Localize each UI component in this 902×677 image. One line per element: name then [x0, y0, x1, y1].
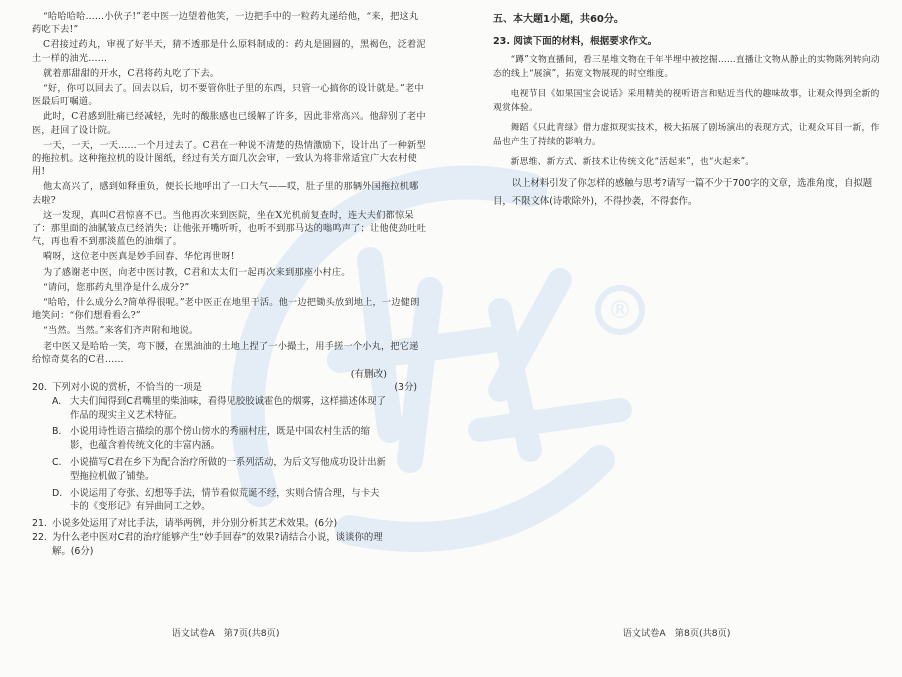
question-points: (3分) [394, 382, 417, 394]
question-number: 20. [32, 382, 47, 394]
story-paragraph: 这一发现，真叫C君惊喜不已。当他再次来到医院，坐在X光机前复查时，连大夫们都惊呆了：那里面的油腻皱点已经消失；让他张开嘴听听，也听不到那马达的嗡鸣声了；让他使劲吐吐气，再也看不到那淡蓝色的油烟了。 [32, 209, 427, 248]
option-letter: D. [52, 487, 63, 499]
essay-prompt: 以上材料引发了你怎样的感触与思考?请写一篇不少于700字的文章，选准角度，自拟题目，不限文体(诗歌除外)，不得抄袭，不得套作。 [493, 178, 873, 207]
question-22 [32, 531, 427, 559]
question-number: 22. [32, 532, 47, 544]
material-paragraph: 新思维、新方式、新技术让传统文化“活起来”，也“火起来”。 [510, 157, 755, 167]
story-paragraph: 此时，C君感到肚痛已经减轻，先时的酸胀感也已缓解了许多，因此非常高兴。他辞别了老中医，赶回了设计院。 [32, 111, 426, 136]
registered-mark: ® [608, 296, 632, 324]
option-b [32, 425, 427, 453]
story-paragraph: “当然。当然。”来客们齐声附和地说。 [43, 325, 199, 337]
question-text: 下列对小说的赏析，不恰当的一项是 [52, 382, 203, 394]
story-paragraph: C君接过药丸，审视了好半天，猜不透那是什么原料制成的：药丸是圆圆的，黑褐色，泛着泥土一样的油光…… [32, 39, 426, 64]
story-paragraph: 他太高兴了，感到如释重负，便长长地呼出了一口大气——哎，肚子里的那辆外国拖拉机哪去啦? [32, 181, 419, 206]
story-paragraph: 一天，一天，一天……一个月过去了。C君在一种说不清楚的热情激励下，设计出了一种新型的拖拉机。这种拖拉机的设计图纸，经过有关方面几次会审，一致认为将非常适宜广大农村使用! [32, 139, 426, 178]
story-paragraph: 为了感谢老中医，向老中医讨教，C君和太太们一起再次来到那座小村庄。 [43, 266, 351, 278]
right-page [451, 0, 902, 677]
option-d [32, 487, 427, 515]
question-text: 小说多处运用了对比手法，请举两例，并分别分析其艺术效果。(6分) [52, 518, 338, 530]
story-paragraph: 就着那甜甜的开水，C君将药丸吃了下去。 [43, 67, 220, 79]
option-text: 大夫们闻得到C君嘴里的柴油味，看得见胶胶诚霍色的烟雾，这样描述体现了作品的现实主义艺术特征。 [70, 395, 386, 421]
question-21 [32, 517, 427, 531]
story-paragraph: “好，你可以回去了。回去以后，切不要管你肚子里的东西，只管一心搞你的设计就是。”老中医最后叮嘱道。 [32, 83, 424, 108]
story-paragraph: “哈哈哈哈……小伙子!”老中医一边望着他笑，一边把手中的一粒药丸递给他，“来，把这丸药吃下去!” [32, 11, 419, 36]
option-letter: B. [52, 426, 62, 438]
question-23-title: 23. 阅读下面的材料，根据要求作文。 [493, 36, 658, 47]
story-paragraph: 老中医又是哈哈一笑，弯下腰，在黑油油的土地上捏了一小撮土，用手搓一个小丸，把它递给惊奇莫名的C君…… [32, 340, 419, 365]
section-heading: 五、本大题1小题，共60分。 [493, 14, 624, 25]
option-letter: C. [52, 457, 62, 469]
material-paragraph: 电视节目《如果国宝会说话》采用精美的视听语言和贴近当代的趣味故事，让观众得到全新的观赏体验。 [493, 89, 880, 113]
option-a [32, 395, 427, 423]
page-footer: 语文试卷A 第7页(共8页) [171, 628, 280, 639]
option-letter: A. [52, 395, 62, 407]
question-text: 为什么老中医对C君的治疗能够产生“妙手回春”的效果?请结合小说，谈谈你的理解。(6分) [52, 532, 383, 557]
question-number: 21. [32, 518, 47, 530]
question-20 [32, 381, 427, 395]
page-footer: 语文试卷A 第8页(共8页) [622, 628, 731, 639]
option-text: 小说描写C君在乡下为配合治疗所做的一系列活动，为后文写他成功设计出新型拖拉机做了铺垫。 [70, 457, 386, 482]
story-paragraph: “哈哈，什么成分么?简单得很呢。”老中医正在地里干活。他一边把锄头放到地上，一边健朗地笑问：“你们想看看么?” [32, 297, 420, 322]
story-paragraph: 嗬呀，这位老中医真是妙手回春、华佗再世呀! [43, 251, 235, 263]
option-c [32, 456, 427, 484]
story-text [32, 10, 427, 366]
option-text: 小说运用了夸张、幻想等手法，情节看似荒诞不经，实则合情合理，与卡夫卡的《变形记》有异曲同工之妙。 [70, 487, 380, 513]
source-note: (有删改) [350, 369, 387, 381]
option-text: 小说用诗性语言描绘的那个傍山傍水的秀丽村庄，既是中国农村生活的缩影，也蕴含着传统文化的丰富内涵。 [70, 426, 371, 452]
material-paragraph: “蹲”文物直播间，看三星堆文物在千年半埋中被挖掘……直播让文物从静止的实物陈列转向动态的线上“展演”，拓宽文物展现的时空维度。 [493, 55, 880, 79]
material-paragraph: 舞蹈《只此青绿》借力虚拟现实技术，极大拓展了剧场演出的表现方式，让观众耳目一新，作品也产生了持续的影响力。 [493, 123, 880, 147]
story-paragraph: “请问，您那药丸里净是什么成分?” [43, 281, 190, 293]
